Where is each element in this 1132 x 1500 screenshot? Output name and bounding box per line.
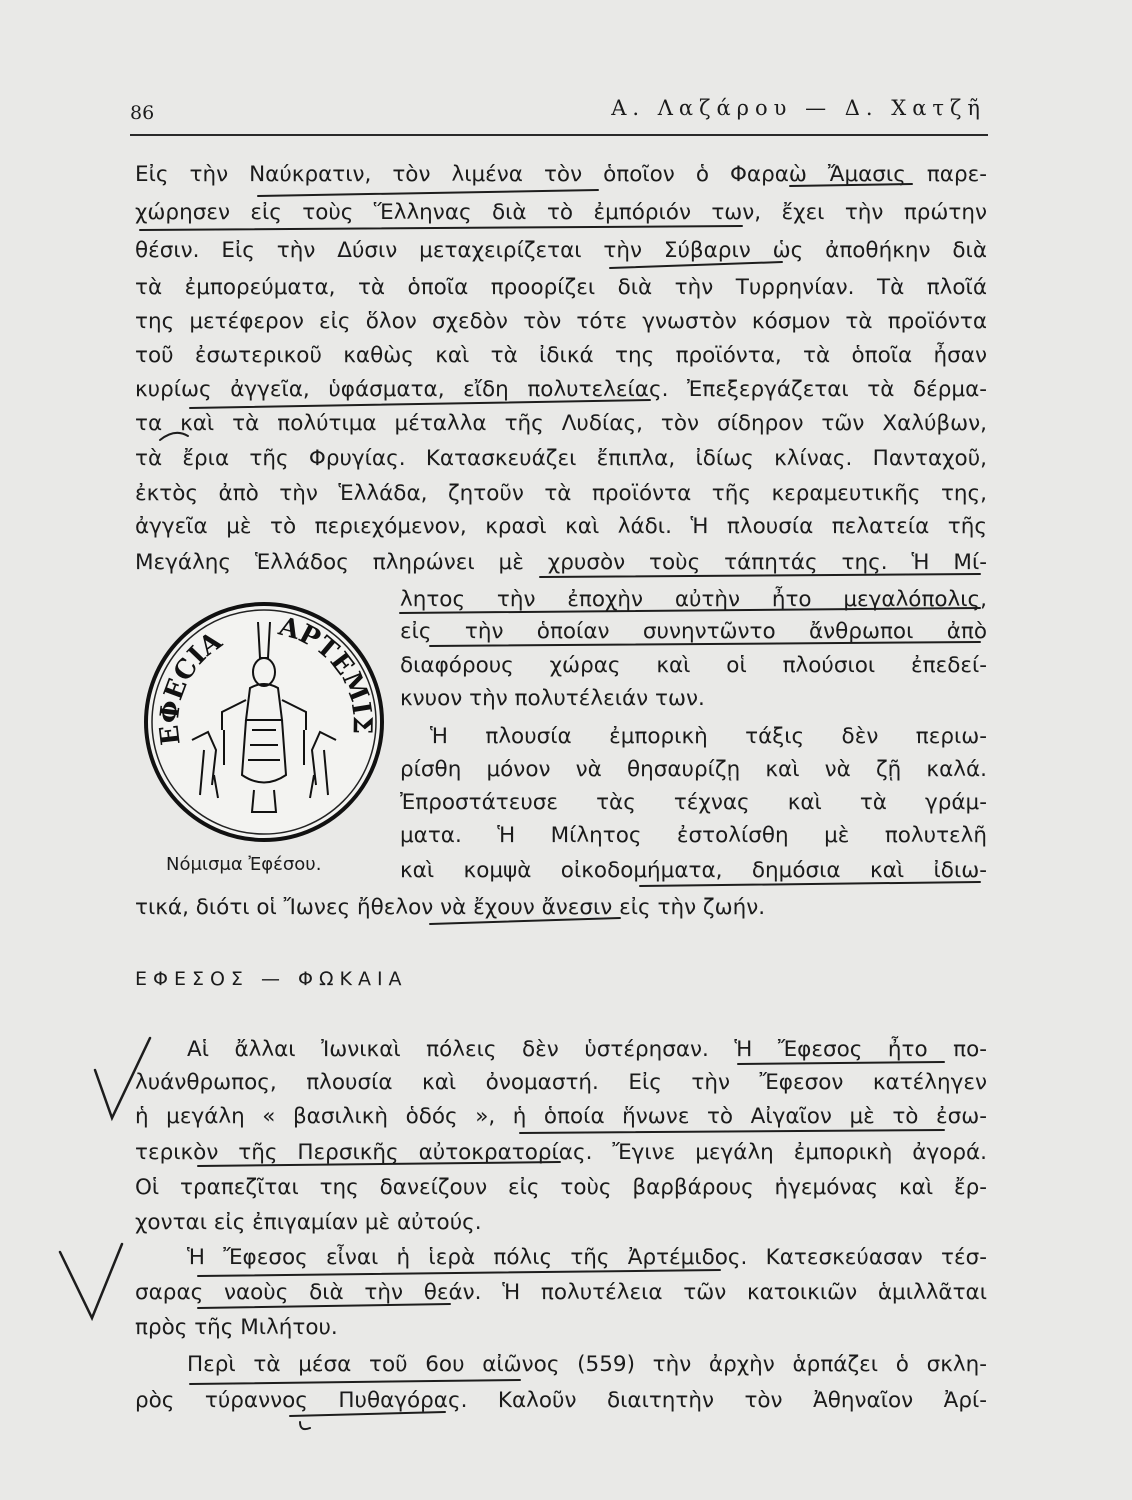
- text-line: Οἱ τραπεζῖται της δανείζουν εἰς τοὺς βαρβάρους ἡγεμόνας καὶ ἔρ-: [135, 1175, 987, 1200]
- text-line: διαφόρους χώρας καὶ οἱ πλούσιοι ἐπεδεί-: [400, 653, 987, 678]
- underline-mark: [190, 1380, 520, 1384]
- text-line: εἰς τὴν ὁποίαν συνηντῶντο ἄνθρωποι ἀπὸ: [400, 619, 987, 644]
- text-line: ρὸς τύραννος Πυθαγόρας. Καλοῦν διαιτητὴν τὸν Ἀθηναῖον Ἀρί-: [135, 1388, 987, 1413]
- text-line: τοῦ ἐσωτερικοῦ καθὼς καὶ τὰ ἰδικά της προϊόντα, τὰ ὁποῖα ἦσαν: [135, 343, 987, 368]
- text-line: θέσιν. Εἰς τὴν Δύσιν μεταχειρίζεται τὴν Σύβαριν ὡς ἀποθήκην διὰ: [135, 238, 987, 263]
- text-line: σαρας ναοὺς διὰ τὴν θεάν. Ἡ πολυτέλεια τῶν κατοικιῶν ἁμιλλᾶται: [135, 1280, 987, 1305]
- coin-legend-left: ΕΦΕСΙΑ: [154, 626, 228, 747]
- text-line: ἀγγεῖα μὲ τὸ περιεχόμενον, κρασὶ καὶ λάδι. Ἡ πλουσία πελατεία τῆς: [135, 514, 987, 539]
- coin-legend-right: ΑΡΤΕΜΙΣ: [275, 611, 377, 735]
- text-line: καὶ κομψὰ οἰκοδομήματα, δημόσια καὶ ἰδιω-: [400, 858, 987, 883]
- header-rule: [130, 134, 988, 136]
- text-line: χώρησεν εἰς τοὺς Ἕλληνας διὰ τὸ ἐμπόριόν των, ἔχει τὴν πρώτην: [135, 200, 987, 225]
- text-line: Αἱ ἄλλαι Ἰωνικαὶ πόλεις δὲν ὑστέρησαν. Ἡ Ἔφεσος ἦτο πο-: [187, 1037, 987, 1062]
- coin-caption: Νόμισμα Ἐφέσου.: [166, 854, 322, 875]
- text-line: τὰ ἔρια τῆς Φρυγίας. Κατασκευάζει ἔπιπλα, ἰδίως κλίνας. Πανταχοῦ,: [135, 446, 987, 471]
- running-title: Α. Λαζάρου — Δ. Χατζῆ: [611, 96, 986, 120]
- text-line: Περὶ τὰ μέσα τοῦ 6ου αἰῶνος (559) τὴν ἀρχὴν ἁρπάζει ὁ σκλη-: [187, 1352, 987, 1377]
- text-line: τερικὸν τῆς Περσικῆς αὐτοκρατορίας. Ἔγινε μεγάλη ἐμπορικὴ ἀγορά.: [135, 1140, 987, 1165]
- ephesus-coin-illustration: [142, 600, 387, 845]
- text-line: ματα. Ἡ Μίλητος ἐστολίσθη μὲ πολυτελῆ: [400, 823, 987, 848]
- section-heading: ΕΦΕΣΟΣ — ΦΩΚΑΙΑ: [135, 968, 408, 990]
- text-line: λητος τὴν ἐποχὴν αὐτὴν ἦτο μεγαλόπολις,: [400, 587, 987, 612]
- text-line: ρίσθη μόνον νὰ θησαυρίζῃ καὶ νὰ ζῇ καλά.: [400, 757, 987, 782]
- text-line: τα καὶ τὰ πολύτιμα μέταλλα τῆς Λυδίας, τὸν σίδηρον τῶν Χαλύβων,: [135, 411, 987, 436]
- text-line: τὰ ἐμπορεύματα, τὰ ὁποῖα προορίζει διὰ τὴν Τυρρηνίαν. Τὰ πλοῖά: [135, 275, 987, 300]
- check-mark-icon: [60, 1244, 122, 1318]
- text-line: ἡ μεγάλη « βασιλικὴ ὁδός », ἡ ὁποία ἥνωνε τὸ Αἰγαῖον μὲ τὸ ἐσω-: [135, 1104, 987, 1129]
- text-line: Ἡ Ἔφεσος εἶναι ἡ ἱερὰ πόλις τῆς Ἀρτέμιδος. Κατεσκεύασαν τέσ-: [187, 1245, 987, 1270]
- text-line: ἐκτὸς ἀπὸ τὴν Ἑλλάδα, ζητοῦν τὰ προϊόντα τῆς κεραμευτικῆς της,: [135, 481, 987, 506]
- text-line: της μετέφερον εἰς ὅλον σχεδὸν τὸν τότε γνωστὸν κόσμον τὰ προϊόντα: [135, 309, 987, 334]
- underline-mark: [258, 190, 598, 196]
- text-line: λυάνθρωπος, πλουσία καὶ ὀνομαστή. Εἰς τὴν Ἔφεσον κατέληγεν: [135, 1070, 987, 1095]
- page-header: [130, 96, 986, 136]
- text-line: Ἡ πλουσία ἐμπορικὴ τάξις δὲν περιω-: [430, 724, 987, 749]
- text-line: Μεγάλης Ἑλλάδος πληρώνει μὲ χρυσὸν τοὺς τάπητάς της. Ἡ Μί-: [135, 550, 987, 575]
- text-line: τικά, διότι οἱ Ἴωνες ἤθελον νὰ ἔχουν ἄνεσιν εἰς τὴν ζωήν.: [135, 895, 766, 920]
- text-line: χονται εἰς ἐπιγαμίαν μὲ αὐτούς.: [135, 1210, 482, 1235]
- page-number: 86: [130, 102, 155, 124]
- text-line: Εἰς τὴν Ναύκρατιν, τὸν λιμένα τὸν ὁποῖον ὁ Φαραὼ Ἄμασις παρε-: [135, 162, 987, 187]
- text-line: κνυον τὴν πολυτέλειάν των.: [400, 686, 705, 711]
- text-line: πρὸς τῆς Μιλήτου.: [135, 1315, 338, 1340]
- text-line: κυρίως ἀγγεῖα, ὑφάσματα, εἴδη πολυτελείας. Ἐπεξεργάζεται τὰ δέρμα-: [135, 377, 987, 402]
- text-line: Ἐπροστάτευσε τὰς τέχνας καὶ τὰ γράμ-: [400, 790, 987, 815]
